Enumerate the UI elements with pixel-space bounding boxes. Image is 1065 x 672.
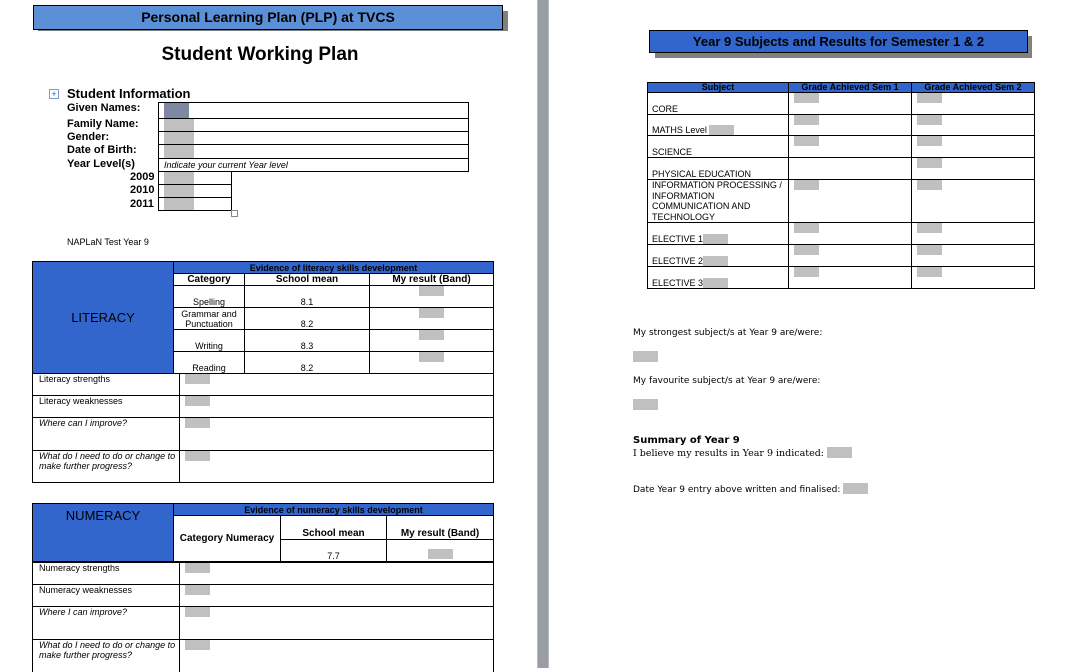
- literacy-result-field[interactable]: [370, 352, 494, 374]
- family-name-input[interactable]: [164, 119, 194, 131]
- subject-name: ELECTIVE 2: [652, 256, 704, 266]
- sem2-field[interactable]: [912, 136, 1035, 158]
- literacy-strengths-input[interactable]: [185, 374, 210, 384]
- sem2-field[interactable]: [912, 158, 1035, 180]
- year-2010-field[interactable]: [158, 184, 232, 198]
- sem2-field[interactable]: [912, 223, 1035, 245]
- literacy-result-input[interactable]: [419, 352, 444, 362]
- numeracy-evidence-header: Evidence of numeracy skills development: [174, 504, 494, 516]
- results-row: [648, 223, 1035, 245]
- sem1-input[interactable]: [794, 223, 819, 233]
- subject-cell: [648, 223, 789, 245]
- results-col-sem1: Grade Achieved Sem 1: [789, 83, 912, 93]
- results-row: [648, 93, 1035, 115]
- year-2009-label: 2009: [130, 171, 155, 183]
- given-names-label: Given Names:: [67, 102, 141, 114]
- summary-heading: Summary of Year 9: [633, 435, 740, 446]
- subject-name: SCIENCE: [648, 136, 789, 158]
- subject-name: MATHS Level: [652, 125, 707, 135]
- summary-input[interactable]: [827, 447, 852, 458]
- literacy-improve-field[interactable]: [180, 418, 494, 451]
- sem2-field[interactable]: [912, 180, 1035, 223]
- numeracy-reflection-table: [32, 562, 494, 672]
- results-row: [648, 267, 1035, 289]
- literacy-category: Spelling: [174, 286, 245, 308]
- sem1-field[interactable]: [789, 245, 912, 267]
- literacy-reflection-table: [32, 373, 494, 483]
- given-names-field[interactable]: [158, 102, 469, 119]
- literacy-progress-field[interactable]: [180, 451, 494, 483]
- strongest-subjects-input[interactable]: [633, 351, 658, 362]
- year-2011-field[interactable]: [158, 197, 232, 211]
- sem1-input[interactable]: [794, 245, 819, 255]
- literacy-category: Grammar and Punctuation: [174, 308, 245, 330]
- sem1-input[interactable]: [794, 93, 819, 103]
- sem1-field[interactable]: [789, 180, 912, 223]
- sem1-input[interactable]: [794, 180, 819, 190]
- date-finalised-label: Date Year 9 entry above written and finalised:: [633, 485, 841, 495]
- sem2-input[interactable]: [917, 267, 942, 277]
- maths-level-input[interactable]: [709, 125, 734, 135]
- date-finalised-input[interactable]: [843, 483, 868, 494]
- results-table: [647, 82, 1035, 289]
- results-col-sem2: Grade Achieved Sem 2: [912, 83, 1035, 93]
- sem2-field[interactable]: [912, 93, 1035, 115]
- numeracy-mean: 7.7: [281, 540, 387, 562]
- family-name-field[interactable]: [158, 118, 469, 132]
- student-info-heading: Student Information: [67, 86, 191, 101]
- literacy-evidence-header: Evidence of literacy skills development: [174, 262, 494, 274]
- results-row: [648, 245, 1035, 267]
- literacy-strengths-field[interactable]: [180, 374, 494, 396]
- subject-cell: [648, 267, 789, 289]
- year-2010-input[interactable]: [164, 185, 194, 197]
- table-move-handle-icon[interactable]: +: [49, 89, 59, 99]
- literacy-category: Reading: [174, 352, 245, 374]
- literacy-progress-label: What do I need to do or change to make further progress?: [33, 451, 180, 483]
- literacy-result-input[interactable]: [419, 308, 444, 318]
- literacy-mean: 8.2: [245, 352, 370, 374]
- literacy-weaknesses-field[interactable]: [180, 396, 494, 418]
- sem1-field[interactable]: [789, 115, 912, 136]
- gender-input[interactable]: [164, 132, 194, 144]
- numeracy-weaknesses-input[interactable]: [185, 585, 210, 595]
- year-2009-field[interactable]: [158, 171, 232, 185]
- year-2011-label: 2011: [130, 198, 154, 210]
- literacy-result-field[interactable]: [370, 330, 494, 352]
- sem1-field[interactable]: [789, 158, 912, 180]
- sem2-input[interactable]: [917, 180, 942, 190]
- right-page: [549, 0, 1065, 668]
- sem1-field[interactable]: [789, 223, 912, 245]
- dob-label: Date of Birth:: [67, 144, 137, 156]
- sem2-field[interactable]: [912, 115, 1035, 136]
- results-row: [648, 136, 1035, 158]
- literacy-col-result: My result (Band): [370, 274, 494, 286]
- numeracy-progress-field[interactable]: [180, 640, 494, 672]
- year9-banner-title: Year 9 Subjects and Results for Semester 1 & 2: [692, 34, 985, 49]
- numeracy-section-label: NUMERACY: [33, 504, 174, 562]
- results-row: [648, 180, 1035, 223]
- sem2-input[interactable]: [917, 245, 942, 255]
- numeracy-strengths-label: Numeracy strengths: [33, 563, 180, 585]
- page-divider: [537, 0, 549, 668]
- numeracy-result-field[interactable]: [387, 540, 494, 562]
- numeracy-weaknesses-label: Numeracy weaknesses: [33, 585, 180, 607]
- sem2-field[interactable]: [912, 245, 1035, 267]
- sem1-field[interactable]: [789, 267, 912, 289]
- literacy-mean: 8.2: [245, 308, 370, 330]
- literacy-improve-input[interactable]: [185, 418, 210, 428]
- sem2-input[interactable]: [917, 115, 942, 125]
- numeracy-col-result: My result (Band): [387, 516, 494, 540]
- page-title: Student Working Plan: [161, 44, 359, 65]
- sem1-field[interactable]: [789, 93, 912, 115]
- numeracy-strengths-input[interactable]: [185, 563, 210, 573]
- results-col-subject: Subject: [648, 83, 789, 93]
- numeracy-progress-label: What do I need to do or change to make further progress?: [33, 640, 180, 672]
- literacy-weaknesses-input[interactable]: [185, 396, 210, 406]
- numeracy-table: [32, 503, 494, 562]
- literacy-result-input[interactable]: [419, 330, 444, 340]
- sem1-input[interactable]: [794, 267, 819, 277]
- plp-banner: [33, 5, 503, 30]
- given-names-input[interactable]: [164, 103, 189, 118]
- subject-name: ELECTIVE 3: [652, 278, 704, 288]
- elective-1-input[interactable]: [703, 234, 728, 244]
- elective-2-input[interactable]: [703, 256, 728, 266]
- numeracy-weaknesses-field[interactable]: [180, 585, 494, 607]
- gender-field[interactable]: [158, 131, 469, 145]
- date-finalised: [633, 483, 868, 495]
- subject-cell: [648, 115, 789, 136]
- subject-cell: [648, 245, 789, 267]
- elective-3-input[interactable]: [703, 278, 728, 288]
- favourite-subjects-input[interactable]: [633, 399, 658, 410]
- strongest-subjects-label: My strongest subject/s at Year 9 are/were:: [633, 328, 823, 338]
- numeracy-strengths-field[interactable]: [180, 563, 494, 585]
- family-name-label: Family Name:: [67, 118, 139, 130]
- favourite-subjects-label: My favourite subject/s at Year 9 are/were:: [633, 376, 821, 386]
- literacy-mean: 8.1: [245, 286, 370, 308]
- year-2010-label: 2010: [130, 184, 155, 196]
- numeracy-improve-field[interactable]: [180, 607, 494, 640]
- numeracy-col-category: Category Numeracy: [174, 516, 281, 562]
- literacy-table: [32, 261, 494, 374]
- sem2-input[interactable]: [917, 93, 942, 103]
- year-level-hint: Indicate your current Year level: [158, 158, 469, 172]
- results-row: [648, 115, 1035, 136]
- year-2011-input[interactable]: [164, 198, 194, 210]
- sem1-input[interactable]: [794, 115, 819, 125]
- year-2009-input[interactable]: [164, 172, 194, 184]
- plp-banner-title: Personal Learning Plan (PLP) at TVCS: [141, 9, 395, 25]
- literacy-improve-label: Where can I improve?: [33, 418, 180, 451]
- year9-banner: [649, 30, 1028, 53]
- literacy-mean: 8.3: [245, 330, 370, 352]
- numeracy-col-mean: School mean: [281, 516, 387, 540]
- subject-name: PHYSICAL EDUCATION: [648, 158, 789, 180]
- sem2-field[interactable]: [912, 267, 1035, 289]
- sem2-input[interactable]: [917, 223, 942, 233]
- sem1-field[interactable]: [789, 136, 912, 158]
- subject-name: ELECTIVE 1: [652, 234, 704, 244]
- literacy-col-mean: School mean: [245, 274, 370, 286]
- numeracy-improve-input[interactable]: [185, 607, 210, 617]
- numeracy-result-input[interactable]: [428, 549, 453, 559]
- literacy-weaknesses-label: Literacy weaknesses: [33, 396, 180, 418]
- literacy-section-label: LITERACY: [33, 262, 174, 374]
- numeracy-progress-input[interactable]: [185, 640, 210, 650]
- results-row: [648, 158, 1035, 180]
- literacy-category: Writing: [174, 330, 245, 352]
- subject-name: INFORMATION PROCESSING / INFORMATION COMMUNICATION AND TECHNOLOGY: [648, 180, 789, 223]
- literacy-result-input[interactable]: [419, 286, 444, 296]
- sem1-input[interactable]: [794, 136, 819, 146]
- dob-input[interactable]: [164, 145, 194, 158]
- numeracy-improve-label: Where I can improve?: [33, 607, 180, 640]
- sem2-input[interactable]: [917, 158, 942, 168]
- literacy-col-category: Category: [174, 274, 245, 286]
- literacy-strengths-label: Literacy strengths: [33, 374, 180, 396]
- subject-name: CORE: [648, 93, 789, 115]
- literacy-result-field[interactable]: [370, 286, 494, 308]
- sem2-input[interactable]: [917, 136, 942, 146]
- table-resize-handle-icon[interactable]: [231, 210, 238, 217]
- summary-text-label: I believe my results in Year 9 indicated:: [633, 448, 825, 459]
- gender-label: Gender:: [67, 131, 110, 143]
- year-level-label: Year Level(s): [67, 158, 135, 170]
- dob-field[interactable]: [158, 144, 469, 159]
- summary-text: [633, 447, 852, 459]
- literacy-result-field[interactable]: [370, 308, 494, 330]
- literacy-progress-input[interactable]: [185, 451, 210, 461]
- naplan-label: NAPLaN Test Year 9: [67, 237, 149, 247]
